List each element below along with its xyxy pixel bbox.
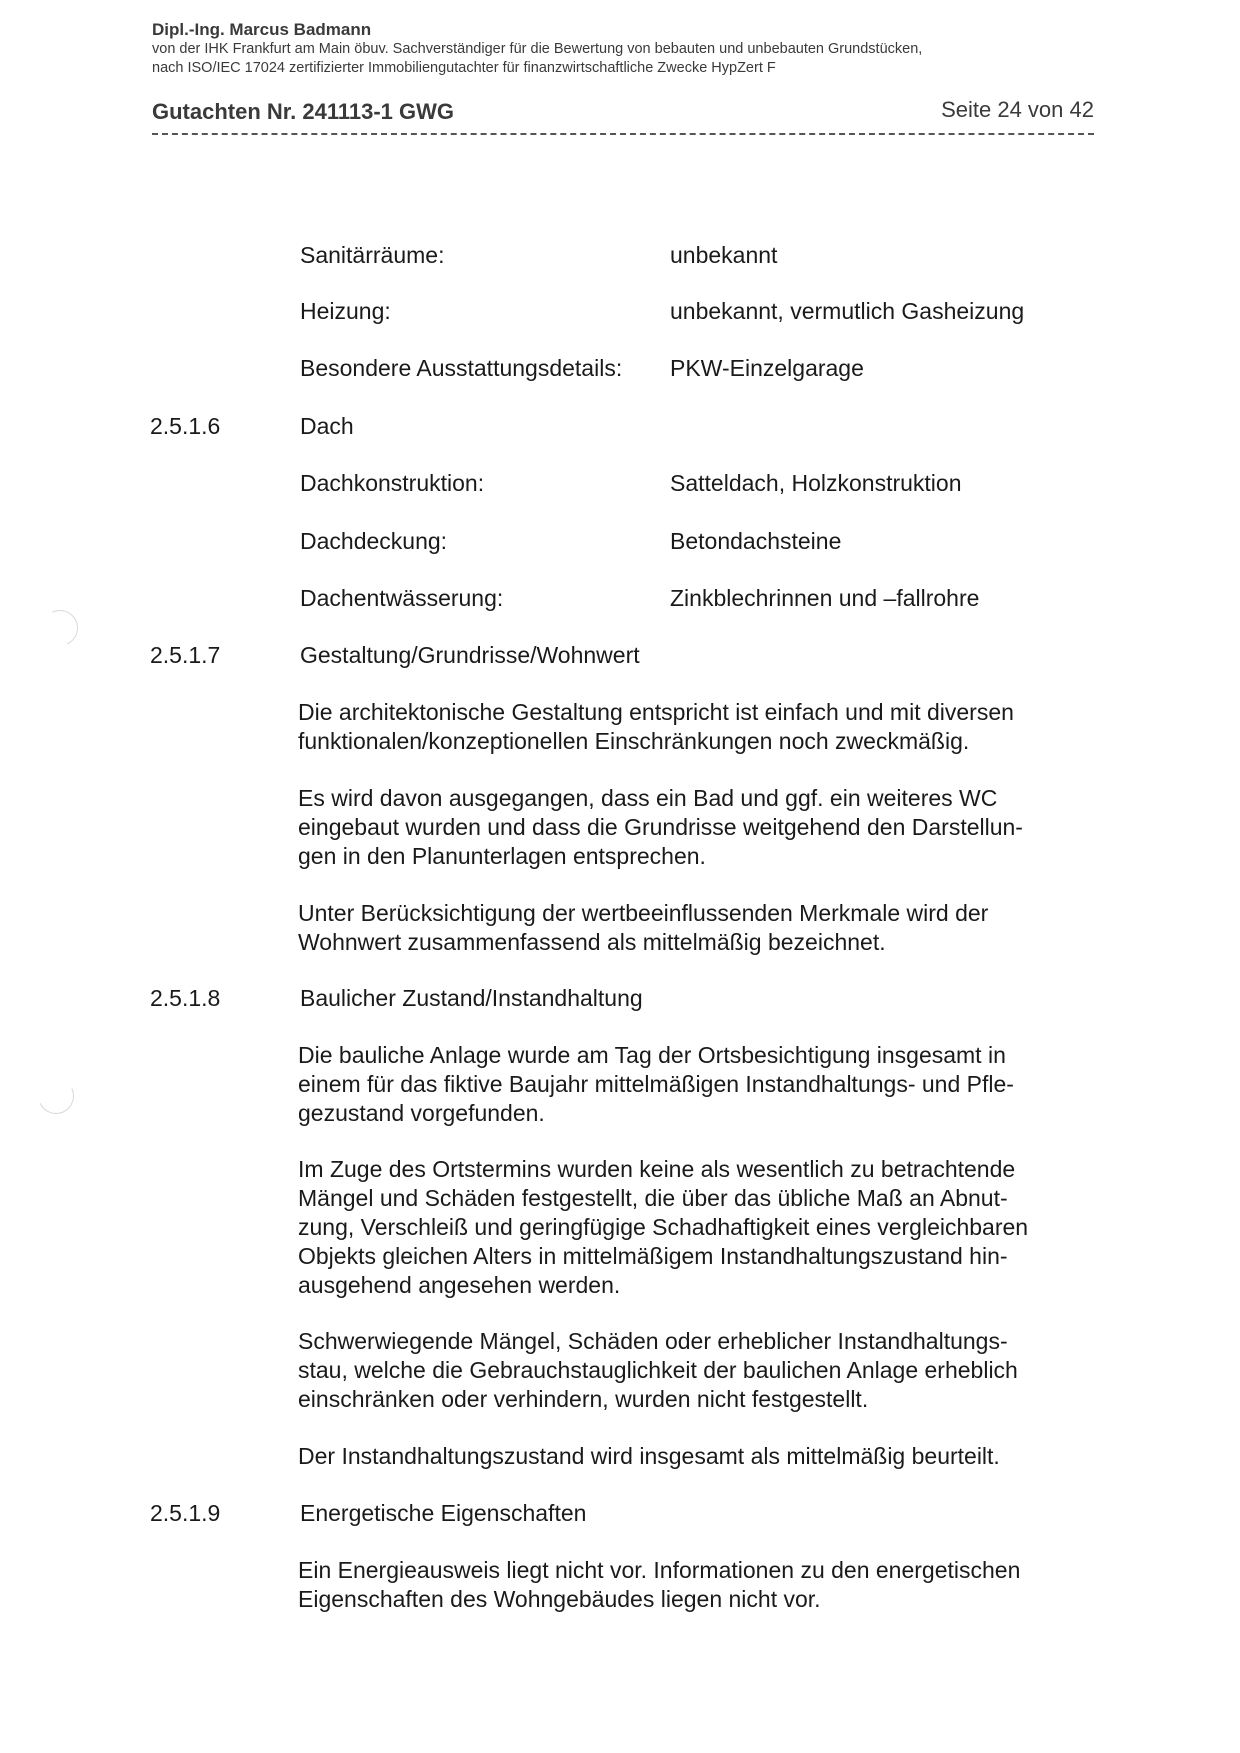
paragraph-gestaltung-1: Die architektonische Gestaltung entspricht ist einfach und mit diversen funktionalen/konzeptionellen Einschränkungen noch zweckmäßig. bbox=[298, 699, 1014, 754]
field-label-dachkonstruktion: Dachkonstruktion: bbox=[300, 470, 485, 496]
section-number-dach: 2.5.1.6 bbox=[150, 413, 221, 439]
author-name: Dipl.-Ing. Marcus Badmann bbox=[152, 20, 372, 39]
paragraph-gestaltung-2: Es wird davon ausgegangen, dass ein Bad und ggf. ein weiteres WC eingebaut wurden und dass die Grundrisse weitgehend den Darstellun- gen in den Planunterlagen entsprechen. bbox=[298, 785, 1023, 869]
field-label-sanitaerraeume: Sanitärräume: bbox=[300, 242, 445, 268]
field-value-heizung: unbekannt, vermutlich Gasheizung bbox=[670, 298, 1025, 324]
field-label-dachentwaesserung: Dachentwässerung: bbox=[300, 585, 504, 611]
section-title-energie: Energetische Eigenschaften bbox=[300, 1500, 587, 1526]
paragraph-zustand-1: Die bauliche Anlage wurde am Tag der Ortsbesichtigung insgesamt in einem für das fiktive Baujahr mittelmäßigen Instandhaltungs- und Pfle- gezustand vorgefunden. bbox=[298, 1042, 1014, 1126]
section-title-dach: Dach bbox=[300, 413, 354, 439]
section-number-energie: 2.5.1.9 bbox=[150, 1500, 221, 1526]
paragraph-energie-1: Ein Energieausweis liegt nicht vor. Informationen zu den energetischen Eigenschaften des Wohngebäudes liegen nicht vor. bbox=[298, 1557, 1021, 1612]
field-label-heizung: Heizung: bbox=[300, 298, 391, 324]
field-value-ausstattung: PKW-Einzelgarage bbox=[670, 355, 864, 381]
section-number-gestaltung: 2.5.1.7 bbox=[150, 642, 221, 668]
field-label-dachdeckung: Dachdeckung: bbox=[300, 528, 448, 554]
header-divider bbox=[152, 133, 1094, 135]
punch-hole-mark-top bbox=[37, 605, 83, 651]
author-credentials-line-2: nach ISO/IEC 17024 zertifizierter Immobiliengutachter für finanzwirtschaftliche Zwecke HypZert F bbox=[152, 60, 776, 76]
paragraph-zustand-4: Der Instandhaltungszustand wird insgesamt als mittelmäßig beurteilt. bbox=[298, 1443, 1000, 1469]
field-label-ausstattung: Besondere Ausstattungsdetails: bbox=[300, 355, 623, 381]
section-title-gestaltung: Gestaltung/Grundrisse/Wohnwert bbox=[300, 642, 640, 668]
paragraph-gestaltung-3: Unter Berücksichtigung der wertbeeinflussenden Merkmale wird der Wohnwert zusammenfassend als mittelmäßig bezeichnet. bbox=[298, 900, 989, 955]
section-number-zustand: 2.5.1.8 bbox=[150, 985, 221, 1011]
page-number: Seite 24 von 42 bbox=[941, 97, 1094, 122]
section-title-zustand: Baulicher Zustand/Instandhaltung bbox=[300, 985, 643, 1011]
author-credentials-line-1: von der IHK Frankfurt am Main öbuv. Sachverständiger für die Bewertung von bebauten und unbebauten Grundstücken, bbox=[152, 41, 923, 57]
field-value-dachentwaesserung: Zinkblechrinnen und –fallrohre bbox=[670, 585, 980, 611]
punch-hole-mark-bottom bbox=[33, 1073, 79, 1119]
document-title: Gutachten Nr. 241113-1 GWG bbox=[152, 99, 455, 124]
field-value-dachkonstruktion: Satteldach, Holzkonstruktion bbox=[670, 470, 962, 496]
field-value-sanitaerraeume: unbekannt bbox=[670, 242, 778, 268]
paragraph-zustand-2: Im Zuge des Ortstermins wurden keine als wesentlich zu betrachtende Mängel und Schäden festgestellt, die über das übliche Maß an Abnut- zung, Verschleiß und geringfügige Schadhaftigkeit eines vergleichbaren Objekts gleichen Alters in mittelmäßigem Instandhaltungszustand hin- ausgehend angesehen werden. bbox=[298, 1156, 1029, 1298]
field-value-dachdeckung: Betondachsteine bbox=[670, 528, 842, 554]
paragraph-zustand-3: Schwerwiegende Mängel, Schäden oder erheblicher Instandhaltungs- stau, welche die Gebrauchstauglichkeit der baulichen Anlage erheblich einschränken oder verhindern, wurden nicht festgestellt. bbox=[298, 1328, 1018, 1412]
